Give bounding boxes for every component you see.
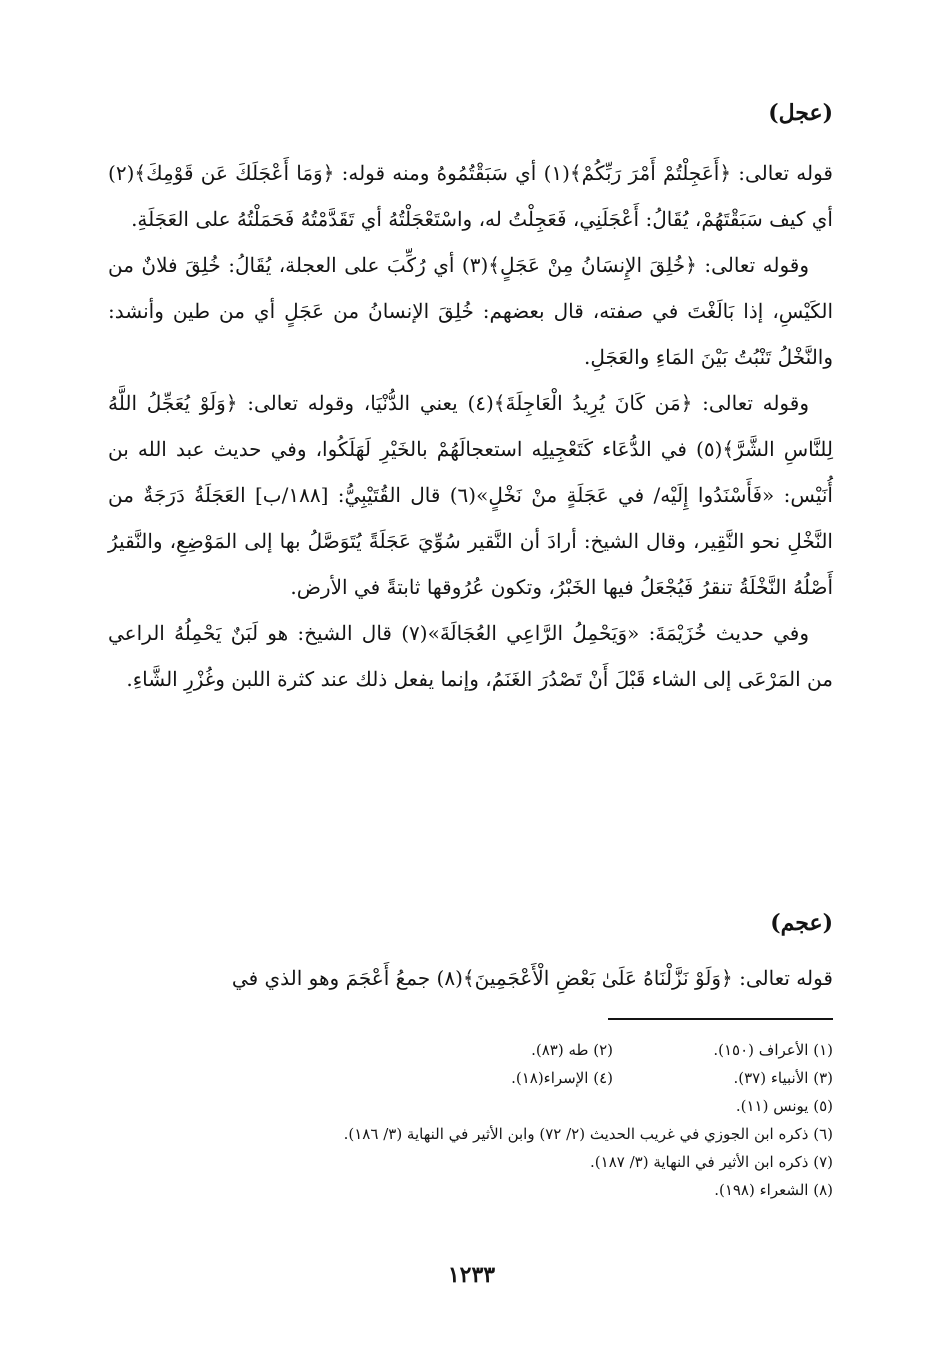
footnote: (٧) ذكره ابن الأثير في النهاية (٣/ ١٨٧). — [590, 1153, 833, 1171]
footnotes — [108, 1036, 833, 1204]
footnote: (١) الأعراف (١٥٠). — [713, 1041, 833, 1059]
section-heading-ajl: (عجل) — [768, 100, 833, 126]
footnote-row — [108, 1120, 833, 1148]
paragraph: وقوله تعالى: ﴿مَن كَانَ يُرِيدُ الْعَاجِلَةَ﴾(٤) يعني الدُّنْيَا، وقوله تعالى: ﴿وَلَوْ يُعَجِّلُ اللَّهُ لِلنَّاسِ الشَّرَّ﴾(٥) في الدُّعَاء كَتَعْجِيلِه استعجالَهُمْ بالخَيْرِ لَهَلَكُوا، وفي حديث عبد الله بن أُنَيْس: «فَأَسْنَدُوا إِلَيْه/ في عَجَلَةٍ منْ نَخْلٍ»(٦) قال القُتَيْبِيُّ: [١٨٨/ب] العَجَلَةُ دَرَجَةٌ من النَّخْلِ نحو النَّقِير، وقال الشيخ: أرادَ أن النَّقير سُوِّيَ عَجَلَةً يُتَوَصَّلُ بها إلى المَوْضِعِ، والنَّقيرُ أَصْلُهُ النَّخْلَةُ تنقرُ فَيُجْعَلُ فيها الخَبْرُ، وتكون عُرُوقها ثابتةً في الأرض. — [108, 391, 833, 599]
section-body-ajm — [108, 955, 833, 1001]
footnote-row — [108, 1148, 833, 1176]
footnote-row — [108, 1092, 833, 1120]
section-body-ajl — [108, 150, 833, 702]
footnote: (٨) الشعراء (١٩٨). — [714, 1181, 833, 1199]
footnote-row — [108, 1176, 833, 1204]
page-number: ١٢٣٣ — [447, 1262, 496, 1288]
footnote: (٢) طه (٨٣). — [531, 1041, 613, 1059]
paragraph: وقوله تعالى: ﴿خُلِقَ الإِنسَانُ مِنْ عَجَلٍ﴾(٣) أي رُكِّبَ على العجلة، يُقَالُ: خُلِقَ فلانٌ من الكَيْسِ، إذا بَالَغْتَ في صفته، قال بعضهم: خُلِقَ الإنسانُ من عَجَلٍ أي من طين وأنشد: والنَّخْلُ تَنْبُتُ بَيْنَ المَاءِ والعَجَلِ. — [108, 253, 833, 369]
footnote-row — [108, 1036, 833, 1064]
footnote-row — [108, 1064, 833, 1092]
section-heading-ajm: (عجم) — [770, 910, 833, 936]
paragraph: قوله تعالى: ﴿وَلَوْ نَزَّلْنَاهُ عَلَىٰ بَعْضِ الْأَعْجَمِينَ﴾(٨) جمعُ أَعْجَمَ وهو الذي في — [231, 966, 833, 990]
footnote: (٤) الإسراء(١٨). — [511, 1069, 613, 1087]
paragraph: وفي حديث خُزَيْمَةَ: «وَيَحْمِلُ الرَّاعِي العُجَالَةَ»(٧) قال الشيخ: هو لَبَنٌ يَحْمِلُهُ الراعي من المَرْعَى إلى الشاء قَبْلَ أَنْ تَصْدُرَ الغَنَمُ، وإنما يفعل ذلك عند كثرة اللبن وغُزْرِ الشَّاءِ. — [108, 621, 833, 691]
footnote: (٥) يونس (١١). — [735, 1097, 833, 1115]
footnote: (٣) الأنبياء (٣٧). — [733, 1069, 833, 1087]
footnote: (٦) ذكره ابن الجوزي في غريب الحديث (٢/ ٧٢) وابن الأثير في النهاية (٣/ ١٨٦). — [343, 1125, 833, 1143]
paragraph: قوله تعالى: ﴿أَعَجِلْتُمْ أَمْرَ رَبِّكُمْ﴾(١) أي سَبَقْتُمُوهُ ومنه قوله: ﴿وَمَا أَعْجَلَكَ عَن قَوْمِكَ﴾(٢) أي كيف سَبَقْتَهُمْ، يُقَالُ: أَعْجَلَنِي، فَعَجِلْتُ له، واسْتَعْجَلْتُهُ أي تَقَدَّمْتُهُ فَحَمَلْتُهُ على العَجَلَةِ. — [108, 161, 833, 231]
footnote-separator — [608, 1018, 833, 1020]
